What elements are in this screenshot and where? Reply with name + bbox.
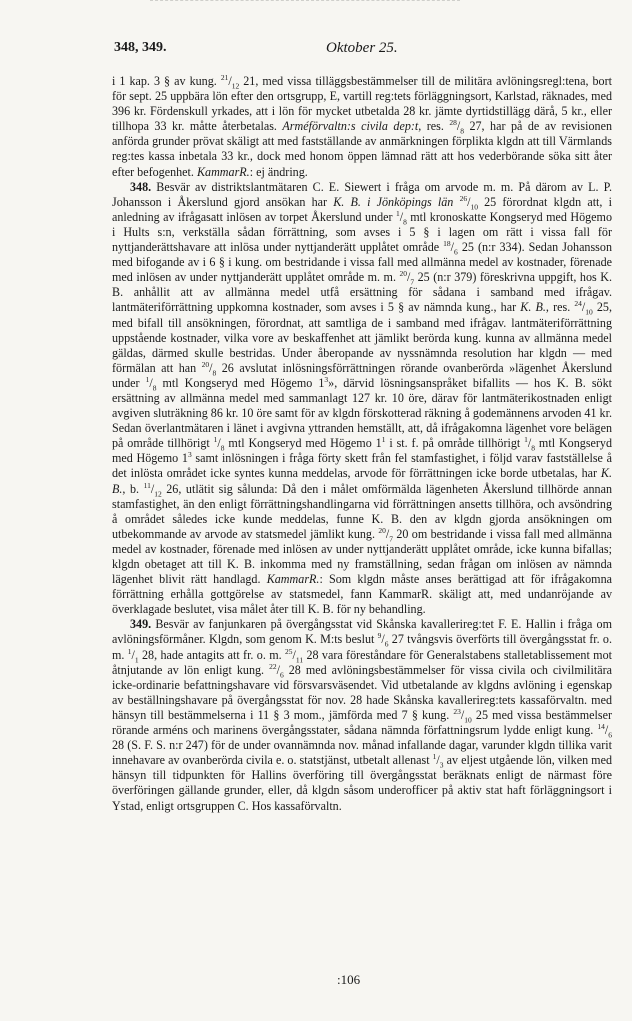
paragraph <box>112 180 612 618</box>
text-run: , b. <box>122 481 144 496</box>
text-run: i 1 kap. 3 § av kung. <box>112 74 221 88</box>
text-run: 25 förordnat klgdn att, i anledning av ifrågasatt inlösen av torpet Åkerslund under <box>112 194 612 224</box>
fraction-part: 1 <box>145 374 150 384</box>
text-run: / <box>456 119 461 134</box>
text-run: / <box>217 436 221 451</box>
text-run: », därvid lösningsanspråket bifallits — hos K. B. sökt ersättning av allmänna medel med sammanlagt 127 kr. 10 öre, därav för lantmäterikostnaden enligt avgiven sluträkning 86 kr. 10 öre samt för av klgdn förskotterad räkning å godemännens arvoden 41 kr. Sedan överlantmätaren i länet i avgivna yttranden hemställt, att, då ifrågakomna lägenhet vore belägen på område tillhörigt <box>112 375 612 451</box>
text-run: 25 (n:r 379) föreskrivna uppgift, hos K. B. anhållit att av allmänna medel utfå ersättning för sådana i samband med ifrågav. lantmäteriförrättning uppkomna kostnader, som avses i 5 § av nämnda kung., har <box>112 270 612 315</box>
text-run: , res. <box>545 300 575 315</box>
fraction-part: 6 <box>608 730 612 740</box>
fraction-part: 10 <box>470 202 478 212</box>
fraction-part: 11 <box>143 480 151 490</box>
text-run: / <box>407 270 411 285</box>
text-run: 28 vara föreståndare för Generalstabens stalletablissement mot åtnjutande av lön enligt kung. <box>112 647 612 677</box>
fraction-part: 6 <box>279 670 284 680</box>
fraction-part: 7 <box>410 277 415 287</box>
text-run: / <box>276 662 280 677</box>
scan-edge-rule <box>150 0 460 4</box>
section-number: 349. <box>130 617 152 632</box>
fraction-part: 8 <box>531 443 536 453</box>
text-run: / <box>385 526 390 541</box>
header-date-title: Oktober 25. <box>326 40 398 56</box>
fraction-part: 20 <box>378 525 386 535</box>
text-run: 26 avslutat inlösningsförrättningen rörande ovanberörda »lägenhet Åkerslund under <box>112 360 612 390</box>
fraction-part: 11 <box>295 654 304 664</box>
text-run: , res. <box>418 119 450 134</box>
fraction-part: 8 <box>460 126 464 136</box>
text-run: mtl Kongseryd med Högemo 1 <box>156 375 325 390</box>
fraction-part: 18 <box>443 239 451 248</box>
italic-run: KammarR. <box>196 164 250 179</box>
text-run: / <box>436 753 440 768</box>
italic-run: K. B. <box>112 466 612 496</box>
fraction-part: 12 <box>231 81 240 91</box>
text-run: / <box>150 481 155 496</box>
text-run: / <box>467 194 471 209</box>
text-run: av eljest utgående lön, vilken med hänsyn till tidpunkten för Hallins överföring till övergångsstat beräknats enligt de närmast före överföringen gällande grunder, eller, då klgdn såsom underofficer på aktiv stat haft förläggningsort i Ystad, enligt ortsgruppen C. Hos kassaförvaltn. <box>112 753 612 813</box>
italic-run: KammarR. <box>266 572 320 587</box>
fraction-part: 1 <box>381 435 386 445</box>
text-run: mtl Kongseryd med Högemo 1 <box>224 436 382 451</box>
fraction-part: 23 <box>453 706 461 716</box>
fraction-part: 1 <box>524 435 528 445</box>
text-run: : Som klgdn måste anses berättigad att för ifrågakomna förrättning erhålla gottgörelse av statsmedel, fann KammarR. skäligt att, med undanröjande av överklagade beslutet, visa målet åter till K. B. för ny behandling. <box>112 572 612 617</box>
fraction-part: 20 <box>201 359 210 369</box>
text-run: mtl Kongseryd med Högemo 1 <box>112 436 613 466</box>
fraction-part: 28 <box>449 118 457 128</box>
fraction-part: 24 <box>574 299 582 309</box>
text-run: i st. f. på område tillhörigt <box>385 436 525 451</box>
paragraph <box>112 617 612 813</box>
text-run: / <box>292 647 296 662</box>
text-run: / <box>450 240 455 255</box>
fraction-part: 3 <box>324 374 329 384</box>
fraction-part: 21 <box>220 72 229 82</box>
text-run: 28, hade antagits att fr. o. m. <box>138 647 285 662</box>
text-run: 27 tvångsvis överförts till övergångsstat fr. o. m. <box>112 632 612 662</box>
fraction-part: 25 <box>285 646 293 656</box>
text-run: / <box>209 360 213 375</box>
italic-run: Arméförvaltn:s civila dep:t <box>282 119 419 134</box>
fraction-part: 8 <box>152 383 157 393</box>
text-run: 26, utlätit sig sålunda: Då den i målet omförmälda lägenheten Åkerslund tillhörde annan stamfastighet, än den enligt förrättningshandlingarna vid förrättningen ansetts tillhöra, och avsöndring å området således icke kunde meddelas, funne K. B. den av klgdn gjorda ansökningen om utbekommande av arvode av statsmedel jämlikt kung. <box>112 481 613 541</box>
fraction-part: 10 <box>464 715 472 725</box>
text-run: Besvär av fanjunkaren på övergångsstat vid Skånska kavallerireg:tet F. E. Hallin i fråga om avlöningsförmåner. Klgdn, som genom K. M:ts beslut <box>112 617 612 647</box>
text-run: / <box>149 375 153 390</box>
text-run: mtl kronoskatte Kongseryd med Högemo i Hults s:n, verkställa sådan förrättning, som avses i 5 § i lagen om rätt i vissa fall för nyttjanderättshavare att inlösa under nyttjanderätt upplåtet område <box>112 209 612 255</box>
text-run: / <box>131 647 135 662</box>
running-header <box>114 40 614 62</box>
text-run: 28 med avlöningsbestämmelser för vissa civila och civilmilitära icke-ordinarie befattningshavare vid försvarsväsendet. Vid utbetalande av klgdns avlöning i egenskap av beställningshavare på övergångsstat för nov. 28 hade Skånska kavallerireg:tets kassaförvaltn. med hänsyn till bestämmelserna i 11 § 3 mom., jämförda med 7 § kung. <box>112 662 613 722</box>
text-run: / <box>581 300 586 315</box>
text-run: 28 (S. F. S. n:r 247) för de under ovannämnda nov. månad infallande dagar, varunder klgdn tillika varit innehavare av ovanberörda civila e. o. statstjänst, utbetalt allenast <box>112 738 612 768</box>
fraction-part: 6 <box>384 639 389 649</box>
body-text <box>112 74 612 814</box>
text-run: / <box>604 723 609 738</box>
text-run: Besvär av distriktslantmätaren C. E. Siewert i fråga om arvode m. m. På därom av L. P. Johansson i Åkerslund gjord ansökan har <box>112 179 612 209</box>
text-run: / <box>399 209 404 224</box>
text-run: / <box>527 436 532 451</box>
text-run: / <box>460 707 465 722</box>
text-run: 25, med bifall till ansökningen, förordnat, att samtliga de i samband med ifrågav. lantmäteriförrättning uppstående kostnader, vilka vore av beskaffenhet att jämlikt berörda kung. kunna av allmänna medel gäldas, därmed skulle bestridas. Under åberopande av nyssnämnda resolution har klgdn — med förmälan att han <box>112 300 612 375</box>
fraction-part: 10 <box>585 307 593 317</box>
fraction-part: 6 <box>454 247 458 257</box>
fraction-part: 8 <box>403 217 407 227</box>
text-run: 27, har på de av revisionen anförda grunder prövat skäligt att med fastställande av anmärkningen förplikta klgdn att till Värmlands reg:tes kassa inbetala 33 kr., dock med honom öppen lämnad rätt att hos vederbörande söka sitt åter efter befogenhet. <box>112 119 612 179</box>
text-run: / <box>228 74 232 88</box>
fraction-part: 8 <box>220 443 225 453</box>
text-run: 21, med vissa tilläggsbestämmelser till de militära avlöningsregl:tena, bort för sept. 25 uppbära lön efter den ortsgrupp, E, vartill reg:tets förläggningsort, Karlstad, räknades, med 396 kr. Fördenskull yrkades, att i lön för mycket utbetalda 28 kr. jämte dyrtidstillägg därå, 5 kr., eller tillhopa 33 kr. måtte återbetalas. <box>112 74 612 134</box>
fraction-part: 14 <box>597 722 605 731</box>
fraction-part: 22 <box>269 661 277 671</box>
fraction-part: 9 <box>377 631 382 641</box>
text-run: / <box>381 632 385 647</box>
fraction-part: 3 <box>439 760 444 770</box>
header-case-numbers: 348, 349. <box>114 40 167 55</box>
text-run: 20 om bestridande i vissa fall med allmänna medel av kostnader, förenade med inlösen av under nyttjanderätt upplåtet område, icke kunna bifallas; klgdn obetaget att till K. B. inkomma med ny framställning, sedan frågan om inlösen av nämnda lägenhet blivit rätt handlagd. <box>112 526 612 587</box>
fraction-part: 1 <box>127 646 132 656</box>
fraction-part: 3 <box>187 450 192 460</box>
text-run: 25 med vissa bestämmelser rörande arméns och marinens övergångsstater, sådana nämnda författningsrum lydde enligt kung. <box>112 707 612 738</box>
text-run: : ej ändring. <box>249 164 308 179</box>
text-run: samt inlösningen i fråga förty skett från fel stamfastighet, i följd varav fastställelse å det inlösta området icke syntes kunna meddelas, arvode för förrättningen icke borde utbetalas, har <box>112 451 612 481</box>
fraction-part: 1 <box>213 435 218 445</box>
text-run: 25 (n:r 334). Sedan Johansson med bifogande av i 6 § i kung. om bestridande i vissa fall med allmänna medel av kostnader, förenade med inlösen av under nyttjanderätt upplåtet område m. m. <box>112 240 612 285</box>
italic-run: K. B. <box>520 300 546 315</box>
paragraph <box>112 74 612 180</box>
fraction-part: 7 <box>389 534 393 544</box>
fraction-part: 20 <box>399 269 407 279</box>
fraction-part: 12 <box>154 488 162 498</box>
fraction-part: 1 <box>432 752 437 762</box>
fraction-part: 8 <box>212 368 217 378</box>
fraction-part: 26 <box>459 193 468 203</box>
italic-run: K. B. i Jönköpings län <box>333 194 454 209</box>
page-number: :106 <box>337 972 361 987</box>
section-number: 348. <box>130 179 152 194</box>
fraction-part: 1 <box>395 208 400 218</box>
fraction-part: 1 <box>134 654 139 664</box>
